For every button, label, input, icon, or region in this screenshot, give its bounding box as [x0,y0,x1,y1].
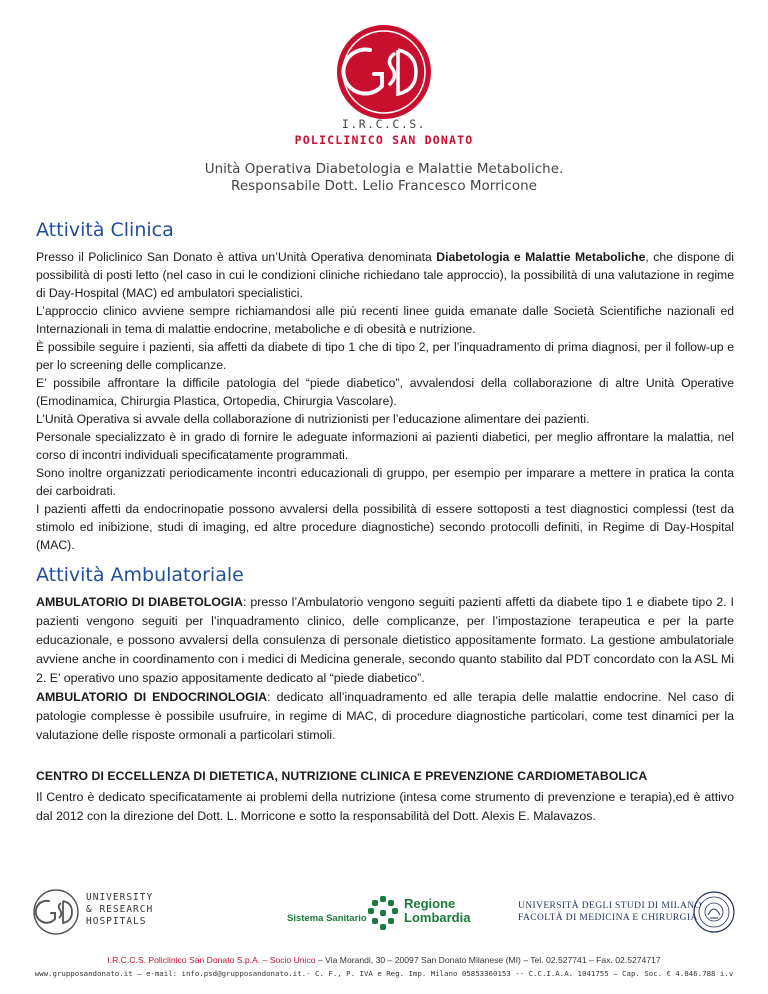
org-line-policlinico: POLICLINICO SAN DONATO [294,133,474,147]
unimi-line-2: FACOLTÀ DI MEDICINA E CHIRURGIA [518,913,698,923]
unimi-seal-icon [693,891,735,933]
unimi-text [518,900,702,924]
main-content [36,219,734,826]
unit-name: Unità Operativa Diabetologia e Malattie Metaboliche. [204,161,564,177]
ambulatorio-diabetologia-label: AMBULATORIO DI DIABETOLOGIA [36,595,243,609]
gsd-logo-icon [336,24,432,120]
org-line-irccs: I.R.C.C.S. [341,117,427,131]
footer-logos [0,888,768,938]
clinica-p2: L’approccio clinico avviene sempre richiamandosi alle più recenti linee guida emanate dalle Società Scientifiche nazionali ed Internazionali in tema di malattie endocrine, metaboliche e di obesità e nutrizione. [36,304,734,336]
ambulatorio-diabetologia [36,593,734,688]
ambulatorio-endocrinologia-label: AMBULATORIO DI ENDOCRINOLOGIA [36,690,268,704]
clinica-p4: E’ possibile affrontare la difficile patologia del “piede diabetico”, avvalendosi della collaborazione di altre Unità Operative (Emodinamica, Chirurgia Plastica, Ortopedia, Chirurgia Vascolare). [36,376,734,408]
clinica-paragraph [36,248,734,554]
university-research-hospitals-text [86,892,153,928]
ambulatorio-endocrinologia-text: : dedicato all’inquadramento ed alle terapia delle malattie endocrine. Nel caso di patologie complesse è possibile usufruire, in regime di MAC, di procedure diagnostiche particolari, come test dinamici per la valutazione delle risposte ormonali a particolari stimoli. [36,690,734,742]
centro-text: Il Centro è dedicato specificatamente ai problemi della nutrizione (intesa come strumento di prevenzione e terapia),ed è attivo dal 2012 con la direzione del Dott. L. Morricone e sotto la responsabilità del Dott. Alexis E. Malavazos. [36,790,734,823]
unit-responsabile: Responsabile Dott. Lelio Francesco Morricone [231,178,537,194]
regione-lombardia-icon [368,896,398,930]
clinica-p8: I pazienti affetti da endocrinopatie possono avvalersi della possibilità di essere sottoposti a test diagnostici complessi (test da stimolo ed inibizione, studi di imaging, ed altre procedure diagnostiche) secondo protocolli definiti, in Regime di Day-Hospital (MAC). [36,502,734,552]
univ-line-1: UNIVERSITY [86,892,154,903]
clinica-p3: È possibile seguire i pazienti, sia affetti da diabete di tipo 1 che di tipo 2, per l’inquadramento di prima diagnosi, per il follow-up e per lo screening delle complicanze. [36,340,734,372]
univ-line-2: & RESEARCH [86,904,154,915]
clinica-p6: Personale specializzato è in grado di fornire le adeguate informazioni ai pazienti diabetici, per meglio affrontare la malattia, nel corso di incontri individuali specificatamente programmati. [36,430,734,462]
univ-line-3: HOSPITALS [86,916,147,927]
ambulatorio-endocrinologia [36,688,734,745]
unimi-line-1: UNIVERSITÀ DEGLI STUDI DI MILANO [518,901,702,911]
footer-address [0,955,768,965]
ambulatorio-diabetologia-text: : presso l’Ambulatorio vengono seguiti pazienti affetti da diabete tipo 1 e diabete tipo 2. I pazienti vengono seguiti per l’inquadramento clinico, delle complicanze, per l’impostazione terapeutica e per la parte educazionale, e possono avvalersi della consulenza di personale dietistico appositamente formato. La gestione ambulatoriale avviene anche in coordinamento con i medici di Medicina generale, secondo quanto stabilito dal PDT concordato con la ASL Mi 2. E’ operativo uno spazio appositamente dedicato al “piede diabetico”. [36,595,734,685]
clinica-p1-text-a: Presso il Policlinico San Donato è attiva un’Unità Operativa denominata [36,250,437,264]
gsd-footer-logo-icon [32,888,80,936]
sistema-sanitario-label: Sistema Sanitario [287,913,367,924]
section-title-ambulatoriale: Attività Ambulatoriale [36,564,244,586]
clinica-p1-bold: Diabetologia e Malattie Metaboliche [436,250,646,264]
footer-legal: www.grupposandonato.it – e-mail: info.psd@grupposandonato.it.- C. F., P. IVA e Reg. Imp. Milano 05853360153 -- C.C.I.A.A. 1041755 – Cap. Soc. € 4.846.788 i.v [34,969,734,978]
regione-lombardia-text [404,897,470,925]
section-title-clinica: Attività Clinica [36,219,174,241]
regione-line-1: Regione [404,896,456,911]
regione-line-2: Lombardia [404,910,471,925]
footer-company-name: I.R.C.C.S. Policlinico San Donato S.p.A. – Socio Unico [107,955,316,965]
clinica-p1-text-b: , che dispone di possibilità di posti letto (nel caso in cui le condizioni cliniche richiedano tale approccio), la possibilità di una valutazione in regime di Day-Hospital (MAC) ed ambulatori specialistici. [36,250,735,300]
footer-address-text: – Via Morandi, 30 – 20097 San Donato Milanese (MI) – Tel. 02.527741 – Fax. 02.5274717 [315,955,661,965]
clinica-p5: L’Unità Operativa si avvale della collaborazione di nutrizionisti per l’educazione alimentare dei pazienti. [36,412,590,426]
centro-title: CENTRO DI ECCELLENZA DI DIETETICA, NUTRIZIONE CLINICA E PREVENZIONE CARDIOMETABOLICA [36,769,648,783]
clinica-p7: Sono inoltre organizzati periodicamente incontri educazionali di gruppo, per esempio per imparare a mettere in pratica la conta dei carboidrati. [36,466,734,498]
